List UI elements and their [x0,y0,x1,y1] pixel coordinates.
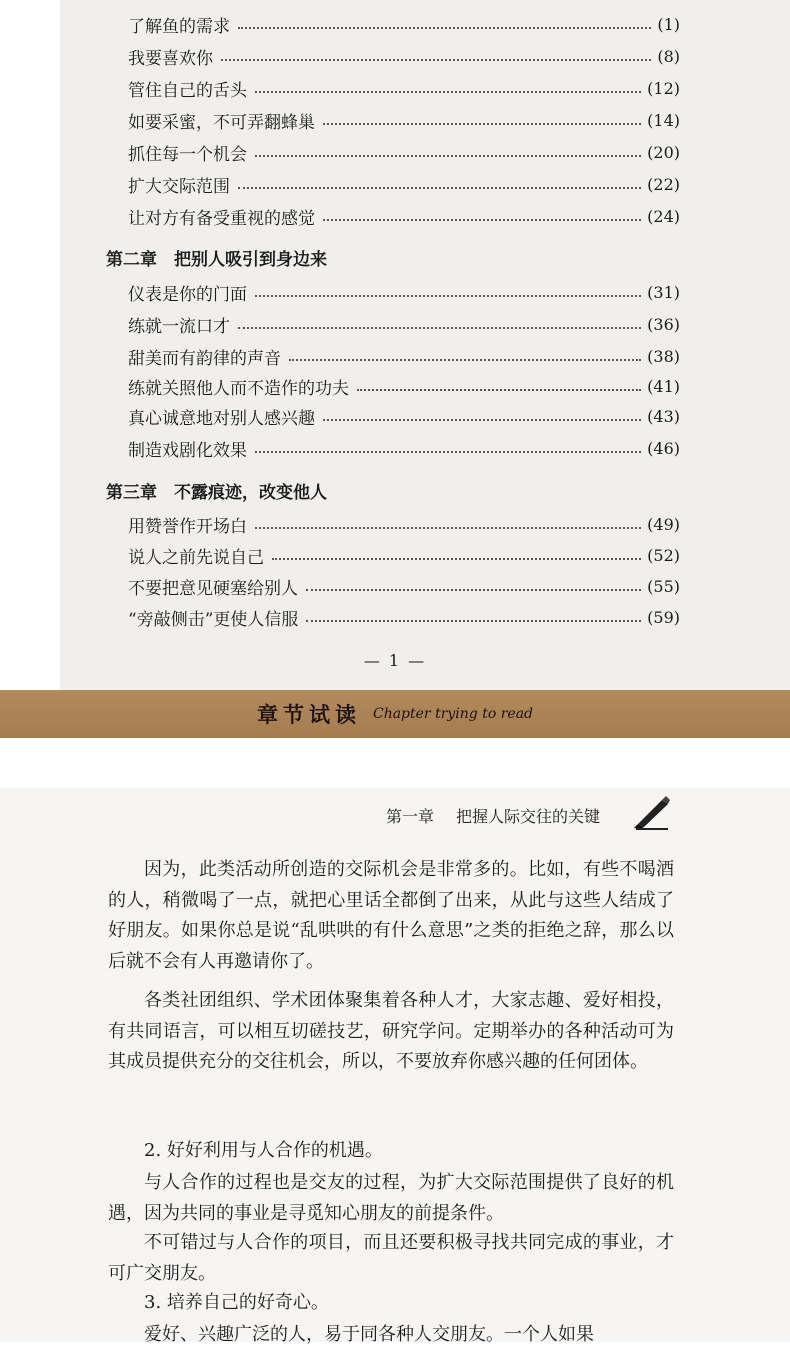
toc-leader-dots [357,389,641,391]
toc-entry-title: 练就关照他人而不造作的功夫 [128,378,349,399]
toc-leader-dots [323,219,641,221]
toc-chapter-heading [106,478,658,502]
toc-entry-page: (31) [647,282,680,302]
toc-entry-title: “旁敲侧击”更使人信服 [128,609,299,630]
toc-entry-page: (8) [657,46,680,66]
toc-leader-dots [289,359,641,361]
toc-entry [128,108,680,132]
paragraph: 与人合作的过程也是交友的过程，为扩大交际范围提供了良好的机遇，因为共同的事业是寻觅知心朋友的前提条件。 [108,1172,674,1224]
toc-entry-page: (12) [647,78,680,98]
toc-entry [128,374,680,398]
toc-entry-title: 让对方有备受重视的感觉 [128,208,315,229]
toc-entry [128,76,680,100]
toc-leader-dots [323,419,641,421]
toc-entry-title: 抓住每一个机会 [128,144,247,165]
toc-entry-page: (55) [647,576,680,596]
banner-english-title: Chapter trying to read [372,706,533,722]
toc-entry [128,204,680,228]
toc-entry [128,140,680,164]
toc-entry [128,605,680,629]
toc-leader-dots [238,327,641,329]
toc-entry-page: (59) [647,607,680,627]
toc-entry [128,404,680,428]
toc-leader-dots [255,91,641,93]
toc-entry [128,12,680,36]
toc-leader-dots [272,558,641,560]
toc-entry-title: 真心诚意地对别人感兴趣 [128,408,315,429]
toc-entry [128,280,680,304]
toc-entry-title: 第三章 不露痕迹，改变他人 [106,482,327,503]
toc-entry-page: (1) [657,14,680,34]
toc-entry [128,512,680,536]
toc-entry-title: 甜美而有韵律的声音 [128,348,281,369]
toc-leader-dots [306,620,641,622]
toc-entry-page: (52) [647,545,680,565]
chapter-preview-banner [0,690,790,738]
paragraph: 各类社团组织、学术团体聚集着各种人才，大家志趣、爱好相投，有共同语言，可以相互切磋技艺，研究学问。定期举办的各种活动可为其成员提供充分的交往机会，所以，不要放弃你感兴趣的任何团体。 [108,990,674,1072]
toc-entry-title: 仪表是你的门面 [128,284,247,305]
paragraph: 不可错过与人合作的项目，而且还要积极寻找共同完成的事业，才可广交朋友。 [108,1232,674,1284]
toc-entry-title: 第二章 把别人吸引到身边来 [106,249,327,270]
toc-entry [128,172,680,196]
paragraph: 2. 好好利用与人合作的机遇。 [144,1140,383,1161]
toc-chapter-heading [106,245,658,269]
paragraph: 因为，此类活动所创造的交际机会是非常多的。比如，有些不喝酒的人，稍微喝了一点，就把心里话全都倒了出来，从此与这些人结成了好朋友。如果你总是说“乱哄哄的有什么意思”之类的拒绝之辞，那么以后就不会有人再邀请你了。 [108,859,674,972]
running-head-chapter: 第一章 [386,807,435,826]
toc-entry-title: 我要喜欢你 [128,48,213,69]
running-head-title: 把握人际交往的关键 [456,807,601,826]
toc-entry-title: 扩大交际范围 [128,176,230,197]
running-head [386,804,622,827]
toc-entry-page: (43) [647,406,680,426]
toc-entry [128,574,680,598]
toc-entry [128,312,680,336]
toc-entry-page: (41) [647,376,680,396]
toc-entry-title: 管住自己的舌头 [128,80,247,101]
toc-leader-dots [323,123,641,125]
toc-entry-title: 练就一流口才 [128,316,230,337]
toc-entry [128,543,680,567]
paragraph: 3. 培养自己的好奇心。 [144,1292,329,1313]
toc-entry-page: (24) [647,206,680,226]
toc-entry [128,344,680,368]
page-number: — 1 — [363,651,427,670]
banner-chinese-title: 章节试读 [256,702,361,727]
toc-leader-dots [238,187,641,189]
toc-entry-title: 制造戏剧化效果 [128,440,247,461]
paragraph: 爱好、兴趣广泛的人，易于同各种人交朋友。一个人如果 [144,1324,594,1345]
toc-entry-title: 用赞誉作开场白 [128,516,247,537]
page-gap [0,738,790,788]
toc-entry-page: (36) [647,314,680,334]
toc-leader-dots [221,59,651,61]
toc-entry-title: 如要采蜜，不可弄翻蜂巢 [128,112,315,133]
toc-entry-title: 说人之前先说自己 [128,547,264,568]
toc-entry-title: 不要把意见硬塞给别人 [128,578,298,599]
quill-pen-icon [632,794,672,830]
toc-leader-dots [255,295,641,297]
toc-entry-page: (38) [647,346,680,366]
toc-leader-dots [255,451,641,453]
toc-entry-page: (46) [647,438,680,458]
toc-leader-dots [306,589,641,591]
toc-entry-page: (14) [647,110,680,130]
toc-leader-dots [238,27,651,29]
toc-leader-dots [255,527,641,529]
toc-entry-page: (22) [647,174,680,194]
toc-entry-page: (49) [647,514,680,534]
toc-entry-title: 了解鱼的需求 [128,16,230,37]
toc-entry-page: (20) [647,142,680,162]
toc-leader-dots [255,155,641,157]
toc-entry [128,436,680,460]
toc-entry [128,44,680,68]
